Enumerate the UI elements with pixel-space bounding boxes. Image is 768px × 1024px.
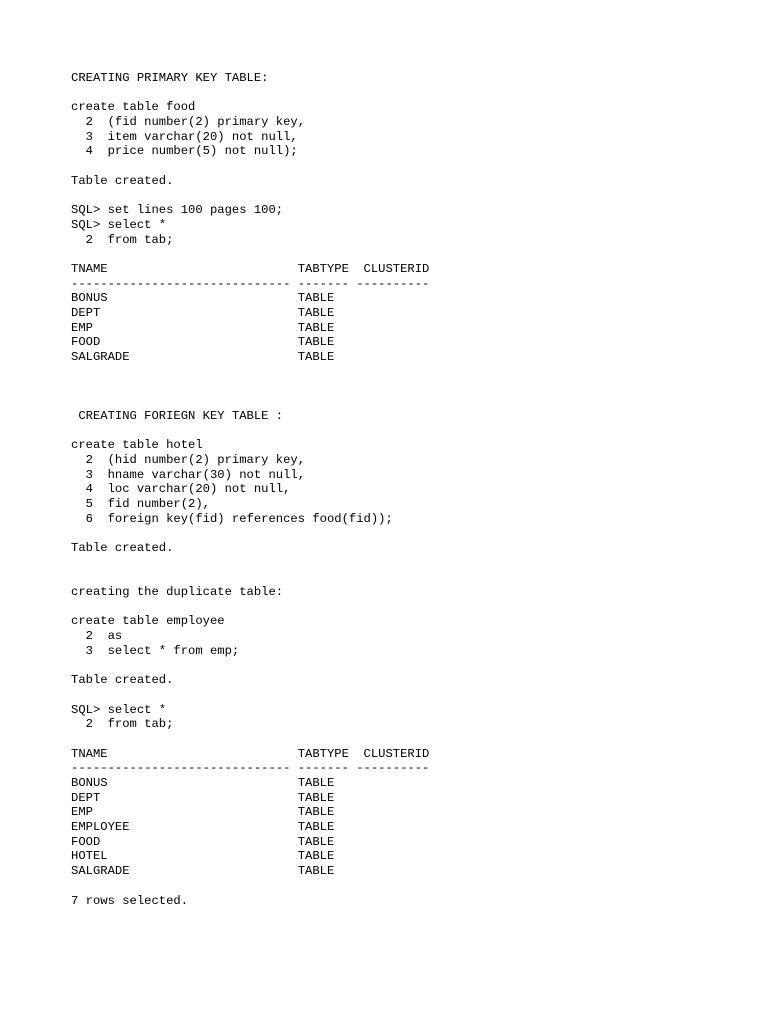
sql-line: 2 from tab; — [71, 232, 174, 247]
sql-line: SQL> select * — [71, 702, 167, 717]
table-row: SALGRADE TABLE — [71, 350, 335, 365]
heading-primary-key-table: CREATING PRIMARY KEY TABLE: — [71, 71, 269, 85]
sql-line: SQL> select * — [71, 217, 167, 232]
table-header: TNAME TABTYPE CLUSTERID — [71, 746, 430, 761]
table-row: EMP TABLE — [71, 805, 335, 820]
blank-line — [71, 365, 711, 380]
blank-line — [71, 879, 711, 894]
result-message: Table created. — [71, 541, 174, 555]
sql-line: create table hotel — [71, 438, 203, 453]
heading-duplicate-table: creating the duplicate table: — [71, 585, 284, 600]
sql-line: 3 select * from emp; — [71, 643, 240, 658]
document-body — [71, 71, 711, 908]
sql-line: 2 from tab; — [71, 717, 174, 732]
sql-line: 4 price number(5) not null); — [71, 144, 298, 159]
sql-line: 2 as — [71, 629, 123, 644]
blank-line — [71, 86, 711, 101]
sql-line: 6 foreign key(fid) references food(fid)); — [71, 511, 393, 526]
table-row: EMPLOYEE TABLE — [71, 820, 335, 835]
blank-line — [71, 570, 711, 585]
table-row: FOOD TABLE — [71, 335, 335, 350]
blank-line — [71, 732, 711, 747]
sql-line: 5 fid number(2), — [71, 496, 210, 511]
sql-line: 2 (hid number(2) primary key, — [71, 452, 306, 467]
heading-foreign-key-table: CREATING FORIEGN KEY TABLE : — [71, 408, 284, 423]
sql-line: 2 (fid number(2) primary key, — [71, 115, 306, 130]
sql-line: SQL> set lines 100 pages 100; — [71, 203, 284, 218]
table-row: EMP TABLE — [71, 320, 335, 335]
blank-line — [71, 394, 711, 409]
table-row: SALGRADE TABLE — [71, 864, 335, 879]
blank-line — [71, 247, 711, 262]
sql-line: 4 loc varchar(20) not null, — [71, 482, 291, 497]
sql-line: create table food — [71, 100, 196, 115]
sql-line: create table employee — [71, 614, 225, 629]
result-message: Table created. — [71, 673, 174, 688]
table-divider: ------------------------------ ------- ---------- — [71, 761, 430, 776]
table-row: FOOD TABLE — [71, 834, 335, 849]
sql-line: 3 hname varchar(30) not null, — [71, 467, 306, 482]
blank-line — [71, 659, 711, 674]
blank-line — [71, 159, 711, 174]
blank-line — [71, 424, 711, 439]
table-row: BONUS TABLE — [71, 776, 335, 790]
blank-line — [71, 688, 711, 703]
sql-line: 3 item varchar(20) not null, — [71, 129, 298, 144]
table-row: DEPT TABLE — [71, 306, 335, 320]
table-row: HOTEL TABLE — [71, 849, 335, 864]
blank-line — [71, 379, 711, 394]
result-message: Table created. — [71, 173, 174, 188]
blank-line — [71, 526, 711, 541]
blank-line — [71, 556, 711, 571]
table-row: BONUS TABLE — [71, 291, 335, 306]
blank-line — [71, 189, 711, 204]
table-header: TNAME TABTYPE CLUSTERID — [71, 261, 430, 276]
table-divider: ------------------------------ ------- ---------- — [71, 276, 430, 291]
rows-selected-message: 7 rows selected. — [71, 893, 189, 908]
table-row: DEPT TABLE — [71, 790, 335, 805]
blank-line — [71, 600, 711, 615]
